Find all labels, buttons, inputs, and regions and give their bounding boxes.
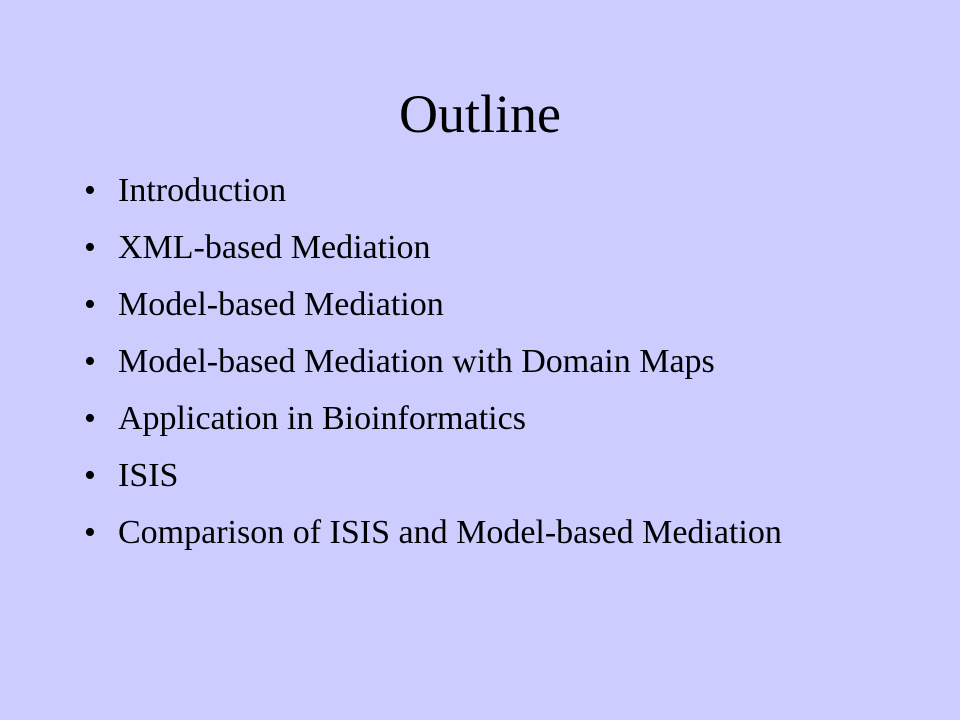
bullet-item-comparison [84, 514, 924, 551]
bullet-text: XML-based Mediation [118, 229, 431, 266]
bullet-text: Introduction [118, 172, 287, 209]
bullet-text: ISIS [118, 457, 179, 494]
bullet-icon: • [84, 400, 96, 437]
slide-title: Outline [399, 84, 561, 144]
bullet-icon: • [84, 172, 96, 209]
bullet-text: Application in Bioinformatics [118, 400, 526, 437]
bullet-item-xml-based-mediation [84, 229, 924, 266]
bullet-icon: • [84, 229, 96, 266]
bullet-icon: • [84, 457, 96, 494]
bullet-item-isis [84, 457, 924, 494]
bullet-icon: • [84, 286, 96, 323]
bullet-text: Model-based Mediation with Domain Maps [118, 343, 715, 380]
bullet-icon: • [84, 343, 96, 380]
bullet-list [84, 172, 924, 571]
bullet-item-domain-maps [84, 343, 924, 380]
bullet-item-model-based-mediation [84, 286, 924, 323]
bullet-item-bioinformatics [84, 400, 924, 437]
bullet-icon: • [84, 514, 96, 551]
bullet-item-introduction [84, 172, 924, 209]
bullet-text: Model-based Mediation [118, 286, 444, 323]
bullet-text: Comparison of ISIS and Model-based Mediation [118, 514, 782, 551]
